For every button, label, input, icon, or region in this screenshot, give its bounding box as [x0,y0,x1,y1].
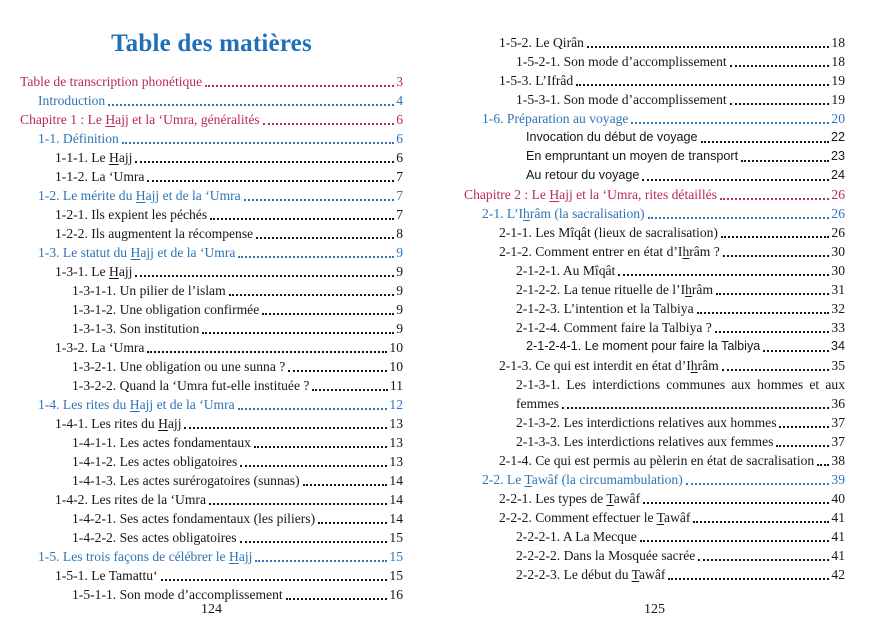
toc-entry [20,167,403,186]
toc-entry [464,71,845,90]
toc-entry-page-number: 15 [389,530,403,545]
toc-entry-label: 2-1-1. Les Mîqât (lieux de sacralisation) [499,225,718,240]
dot-leader [720,198,829,200]
toc-entry-page-number: 26 [831,225,845,240]
dot-leader [648,217,830,219]
dot-leader [229,294,395,296]
dot-leader [763,350,829,352]
book-page-left [20,0,403,630]
toc-entry-page-number: 26 [831,187,845,202]
toc-entry-page-number: 38 [831,453,845,468]
dot-leader [238,256,394,258]
toc-entry-page-number: 41 [831,548,845,563]
dot-leader [244,199,394,201]
toc-entry [20,357,403,376]
folio-right: 125 [644,602,665,617]
toc-entry-page-number: 20 [831,111,845,126]
toc-entry-page-number: 31 [831,282,845,297]
toc-entry-page-number: 9 [396,321,403,336]
toc-entry-page-number: 18 [831,54,845,69]
toc-entry-page-number: 13 [389,435,403,450]
toc-entry [464,394,845,413]
dot-leader [779,426,829,428]
toc-entry-page-number: 18 [831,35,845,50]
toc-entry-page-number: 32 [831,301,845,316]
toc-entry-page-number: 33 [831,320,845,335]
toc-entry-label: 1-3-2-2. Quand la ‘Umra fut-elle instituée ? [72,378,310,393]
toc-entry-label: Invocation du début de voyage [526,130,698,144]
toc-entry-label: Introduction [38,93,106,108]
dot-leader [135,275,394,277]
toc-entry-page-number: 30 [831,263,845,278]
dot-leader [254,446,387,448]
toc-entry [20,319,403,338]
dot-leader [721,236,829,238]
dot-leader [210,218,394,220]
toc-entry [20,395,403,414]
toc-entry-label: En empruntant un moyen de transport [526,149,739,163]
toc-entry-page-number: 39 [831,472,845,487]
toc-entry-label: femmes [516,396,560,411]
toc-entry-label: 1-4-1-2. Les actes obligatoires [72,454,238,469]
toc-entry-page-number: 9 [396,264,403,279]
dot-leader [587,46,829,48]
toc-entry-label: 1-5-1. Le Tamattu‘ [55,568,158,583]
toc-entry-page-number: 11 [389,378,403,393]
toc-entry-page-number: 41 [831,510,845,525]
dot-leader [715,331,830,333]
toc-entry-page-number: 8 [396,226,403,241]
toc-list-left [20,72,403,604]
dot-leader [643,502,829,504]
toc-entry-label: 1-4-2. Les rites de la ‘Umra [55,492,206,507]
dot-leader [716,293,829,295]
toc-entry-label: 1-2-2. Ils augmentent la récompense [55,226,254,241]
toc-entry-label: 2-2-1. Les types de Tawâf [499,491,641,506]
toc-entry [464,185,845,204]
toc-entry-page-number: 15 [389,568,403,583]
toc-entry-label: 2-1-3-3. Les interdictions relatives aux femmes [516,434,774,449]
dot-leader [730,65,830,67]
toc-entry [20,110,403,129]
toc-entry [464,451,845,470]
dot-leader [286,598,388,600]
toc-entry-page-number: 9 [396,245,403,260]
toc-entry-label: 1-3-2. La ‘Umra [55,340,145,355]
toc-entry [20,433,403,452]
toc-entry [464,242,845,261]
toc-entry-label: 2-1-2-3. L’intention et la Talbiya [516,301,694,316]
dot-leader [618,274,829,276]
toc-entry [464,375,845,394]
toc-entry [464,413,845,432]
toc-entry-label: 2-1-3. Ce qui est interdit en état d’Ihrâm [499,358,719,373]
toc-entry-label: 1-4-2-1. Ses actes fondamentaux (les piliers) [72,511,316,526]
toc-entry [464,508,845,527]
toc-entry-label: 1-5-1-1. Son mode d’accomplissement [72,587,283,602]
toc-entry [464,204,845,223]
toc-entry [20,91,403,110]
dot-leader [697,312,830,314]
toc-entry-page-number: 14 [389,492,403,507]
toc-entry-page-number: 13 [389,454,403,469]
toc-entry-label: 1-4-1-1. Les actes fondamentaux [72,435,251,450]
toc-entry [464,90,845,109]
toc-entry [20,376,403,395]
toc-entry-label: 1-3-1. Le Hajj [55,264,133,279]
toc-entry-page-number: 6 [396,131,403,146]
toc-entry-label: 2-2-2-1. A La Mecque [516,529,637,544]
toc-entry-label: 1-5. Les trois façons de célébrer le Hajj [38,549,253,564]
dot-leader [255,560,387,562]
dot-leader [776,445,829,447]
toc-entry-page-number: 7 [396,188,403,203]
toc-entry-label: Chapitre 2 : Le Hajj et la ‘Umra, rites détaillés [464,187,717,202]
toc-entry-page-number: 16 [389,587,403,602]
toc-entry-page-number: 13 [389,416,403,431]
toc-entry-page-number: 14 [389,511,403,526]
toc-entry-label: 2-1-3-1. Les interdictions communes aux hommes et aux [516,377,845,392]
toc-entry [20,452,403,471]
toc-entry-page-number: 9 [396,283,403,298]
toc-entry [464,489,845,508]
toc-entry-page-number: 7 [396,207,403,222]
toc-entry-label: 2-1-3-2. Les interdictions relatives aux hommes [516,415,777,430]
dot-leader [640,540,830,542]
dot-leader [147,180,394,182]
toc-entry-label: 1-4-1. Les rites du Hajj [55,416,182,431]
toc-entry-label: 1-2. Le mérite du Hajj et de la ‘Umra [38,188,241,203]
toc-entry-page-number: 26 [831,206,845,221]
dot-leader [122,142,394,144]
toc-entry [464,432,845,451]
toc-entry [464,565,845,584]
page-title: Table des matières [111,30,312,57]
toc-entry-label: 1-5-2. Le Qirân [499,35,584,50]
dot-leader [135,161,394,163]
toc-entry-label: 1-1-2. La ‘Umra [55,169,145,184]
dot-leader [240,541,388,543]
toc-entry-page-number: 9 [396,302,403,317]
toc-entry-label: 1-4-1-3. Les actes surérogatoires (sunnas) [72,473,300,488]
dot-leader [108,104,394,106]
toc-entry-label: 2-1-2-1. Au Mîqât [516,263,616,278]
toc-entry-label: 2-1-2-4-1. Le moment pour faire la Talbiya [526,339,761,353]
toc-entry-label: 1-3. Le statut du Hajj et de la ‘Umra [38,245,236,260]
toc-entry-label: 2-1-4. Ce qui est permis au pèlerin en état de sacralisation [499,453,815,468]
toc-entry [20,547,403,566]
toc-entry-page-number: 24 [830,168,845,182]
dot-leader [576,84,829,86]
toc-entry-label: 1-4. Les rites du Hajj et de la ‘Umra [38,397,235,412]
dot-leader [147,351,387,353]
toc-entry-label: 1-1-1. Le Hajj [55,150,133,165]
toc-entry-label: 1-3-1-3. Son institution [72,321,200,336]
toc-entry-label: 1-1. Définition [38,131,119,146]
toc-entry [20,338,403,357]
toc-list-right [464,33,845,584]
dot-leader [202,332,394,334]
toc-entry [464,527,845,546]
dot-leader [256,237,394,239]
dot-leader [318,522,387,524]
dot-leader [730,103,830,105]
dot-leader [562,407,829,409]
toc-entry-label: Chapitre 1 : Le Hajj et la ‘Umra, généralités [20,112,260,127]
toc-entry [20,205,403,224]
toc-entry [20,224,403,243]
toc-entry [20,471,403,490]
folio-left: 124 [201,602,222,617]
dot-leader [161,579,388,581]
toc-entry [20,414,403,433]
toc-entry [464,223,845,242]
toc-entry [20,148,403,167]
toc-entry [20,300,403,319]
toc-entry-label: 2-1-2. Comment entrer en état d’Ihrâm ? [499,244,720,259]
toc-entry-label: 2-2-2-3. Le début du Tawâf [516,567,666,582]
toc-entry-page-number: 19 [831,92,845,107]
toc-entry-label: 1-5-2-1. Son mode d’accomplissement [516,54,727,69]
toc-entry [464,280,845,299]
toc-entry-label: 1-3-1-2. Une obligation confirmée [72,302,260,317]
toc-entry [464,128,845,147]
dot-leader [741,160,829,162]
toc-entry [464,299,845,318]
dot-leader [693,521,829,523]
toc-entry [464,470,845,489]
dot-leader [262,313,394,315]
toc-entry [20,129,403,148]
dot-leader [209,503,387,505]
toc-entry-label: 2-2. Le Tawâf (la circumambulation) [482,472,683,487]
dot-leader [263,123,394,125]
toc-entry [464,147,845,166]
toc-entry-page-number: 23 [830,149,845,163]
toc-entry-label: 1-4-2-2. Ses actes obligatoires [72,530,237,545]
toc-entry-page-number: 14 [389,473,403,488]
toc-entry [20,490,403,509]
dot-leader [642,179,829,181]
dot-leader [238,408,388,410]
toc-entry [20,186,403,205]
toc-entry-page-number: 36 [831,396,845,411]
toc-entry [464,318,845,337]
toc-entry-page-number: 34 [830,339,845,353]
toc-entry-label: 1-3-1-1. Un pilier de l’islam [72,283,226,298]
toc-entry [464,52,845,71]
toc-entry-page-number: 4 [396,93,403,108]
toc-entry-page-number: 30 [831,244,845,259]
toc-entry-label: 1-2-1. Ils expient les péchés [55,207,208,222]
toc-entry-label: Table de transcription phonétique [20,74,203,89]
toc-entry [464,261,845,280]
toc-entry [20,509,403,528]
dot-leader [312,389,387,391]
toc-entry [464,337,845,356]
toc-entry-label: 2-1-2-4. Comment faire la Talbiya ? [516,320,712,335]
dot-leader [698,559,829,561]
toc-entry-page-number: 6 [396,150,403,165]
toc-entry [464,356,845,375]
toc-entry-label: 1-5-3. L’Ifrâd [499,73,574,88]
toc-entry [464,33,845,52]
toc-entry-label: 2-2-2-2. Dans la Mosquée sacrée [516,548,696,563]
dot-leader [686,483,830,485]
dot-leader [288,370,387,372]
toc-entry-label: 1-5-3-1. Son mode d’accomplissement [516,92,727,107]
toc-entry-label: 2-1-2-2. La tenue rituelle de l’Ihrâm [516,282,714,297]
toc-entry [20,528,403,547]
toc-entry-label: 1-3-2-1. Une obligation ou une sunna ? [72,359,286,374]
toc-entry-page-number: 35 [831,358,845,373]
toc-entry [20,281,403,300]
toc-entry-page-number: 37 [831,434,845,449]
dot-leader [817,464,829,466]
dot-leader [701,141,829,143]
toc-entry [20,566,403,585]
toc-entry [20,262,403,281]
dot-leader [668,578,829,580]
dot-leader [723,255,830,257]
toc-entry-page-number: 15 [389,549,403,564]
book-page-right [464,0,845,630]
dot-leader [184,427,387,429]
toc-entry-page-number: 40 [831,491,845,506]
dot-leader [631,122,829,124]
toc-entry [20,72,403,91]
toc-entry-page-number: 42 [831,567,845,582]
toc-entry-page-number: 22 [830,130,845,144]
dot-leader [722,369,830,371]
toc-entry-page-number: 12 [389,397,403,412]
toc-entry-label: 1-6. Préparation au voyage [482,111,629,126]
toc-entry-label: 2-2-2. Comment effectuer le Tawâf [499,510,691,525]
toc-entry [20,243,403,262]
toc-entry-page-number: 10 [389,359,403,374]
dot-leader [303,484,388,486]
dot-leader [205,85,394,87]
toc-entry-label: Au retour du voyage [526,168,640,182]
toc-entry-page-number: 6 [396,112,403,127]
toc-entry-page-number: 10 [389,340,403,355]
toc-entry-page-number: 37 [831,415,845,430]
toc-entry [464,166,845,185]
toc-entry [464,109,845,128]
toc-entry-page-number: 3 [396,74,403,89]
toc-entry [464,546,845,565]
toc-entry-page-number: 7 [396,169,403,184]
toc-entry-page-number: 41 [831,529,845,544]
toc-entry-label: 2-1. L’Ihrâm (la sacralisation) [482,206,645,221]
toc-entry-page-number: 19 [831,73,845,88]
dot-leader [240,465,387,467]
